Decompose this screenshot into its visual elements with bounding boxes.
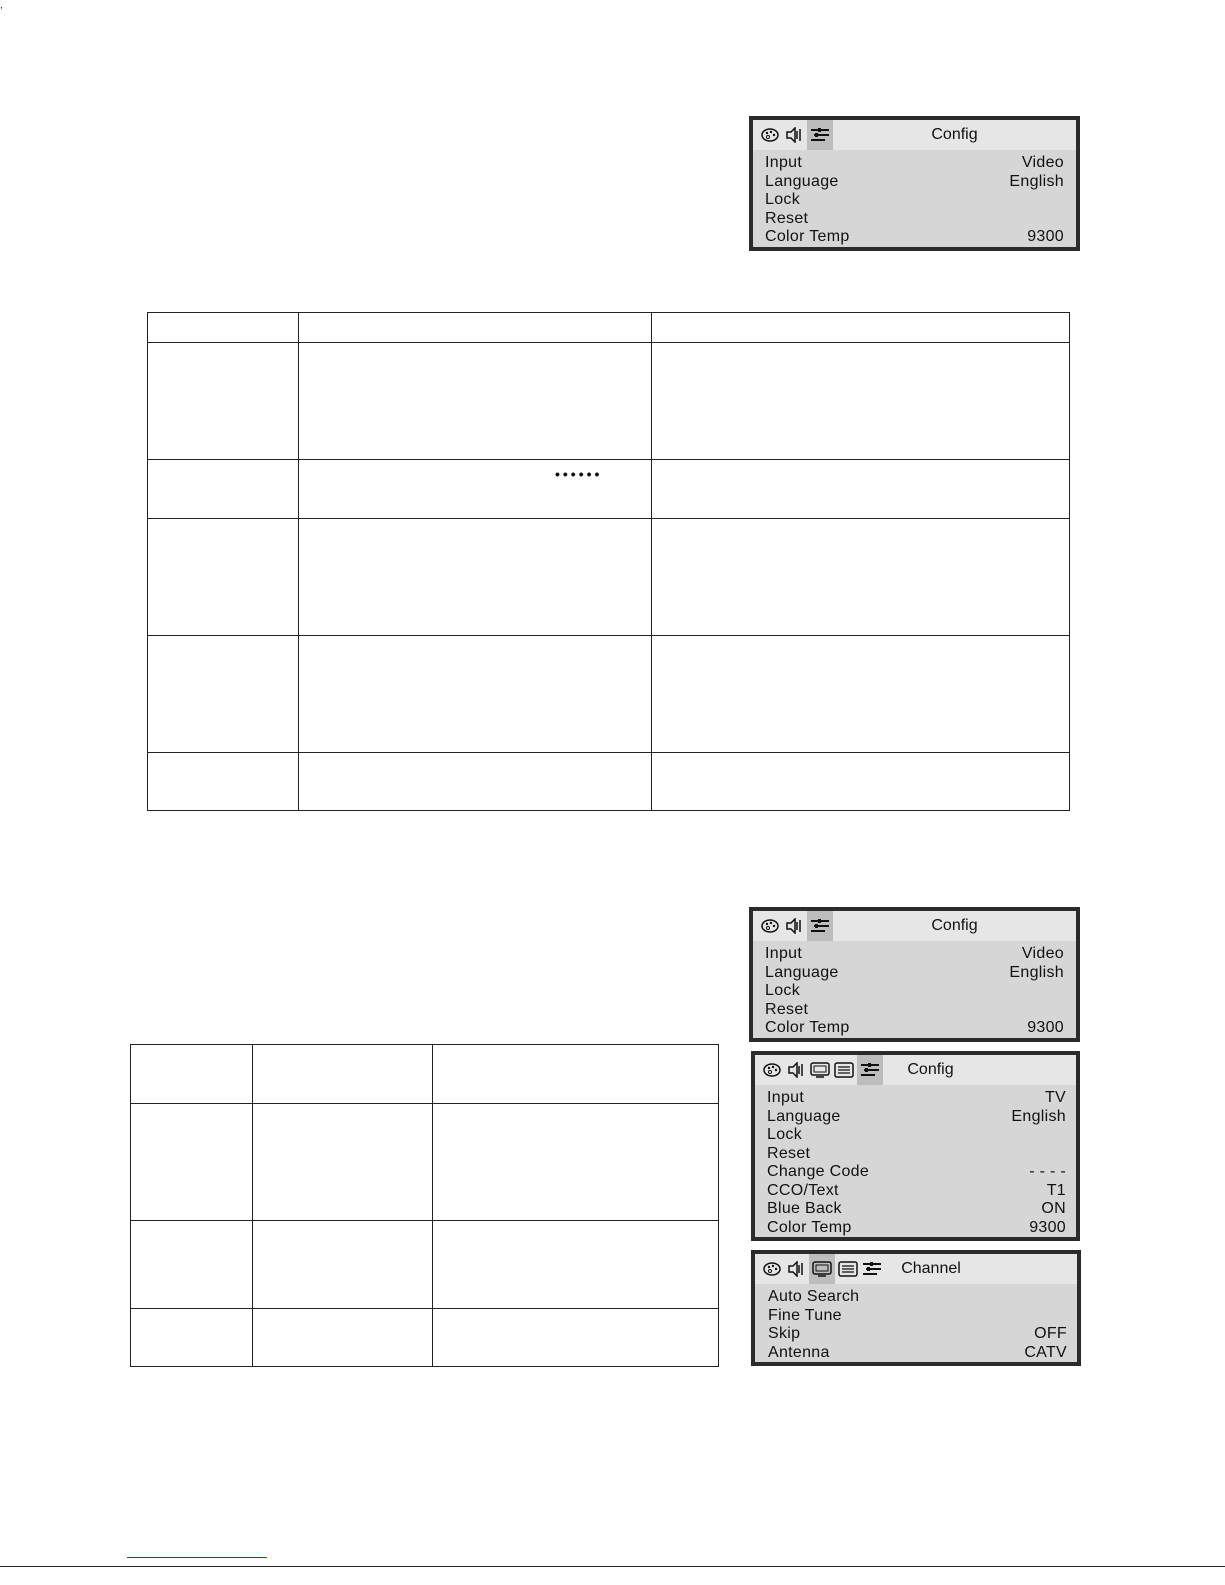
page-footer-rule [0,1566,1225,1567]
osd-config-panel-2 [749,907,1080,1042]
osd-row-language: Language English [765,963,1064,981]
osd-row-lock: Lock [765,982,800,999]
osd-title: Config [931,917,978,934]
settings-table-2 [130,1044,719,1367]
osd-config-tv-panel [751,1051,1080,1241]
osd-row-lock: Lock [767,1126,802,1143]
osd-title: Config [907,1061,954,1078]
settings-table-1 [147,312,1070,811]
osd-row-input: Input Video [765,945,1064,962]
table-row [148,636,1070,753]
osd-channel-panel [751,1250,1081,1366]
osd-row-auto-search: Auto Search [768,1288,860,1305]
osd-config-panel-1 [749,116,1080,251]
osd-row-input: Input TV [767,1089,1066,1106]
osd-row-antenna: Antenna CATV [768,1343,1067,1361]
osd-row-reset: Reset [765,209,809,227]
osd-row-input: Input Video [765,154,1064,171]
osd-row-reset: Reset [765,1000,809,1018]
table-row [148,753,1070,811]
osd-row-skip: Skip OFF [768,1325,1067,1342]
table-header-row [131,1045,719,1104]
osd-title: Config [931,126,978,143]
osd-row-color-temp: Color Temp 9300 [765,1019,1064,1036]
osd-row-fine-tune: Fine Tune [768,1306,842,1324]
table-row [148,519,1070,636]
osd-row-lock: Lock [765,191,800,208]
table-row [131,1104,719,1221]
table-row [148,460,1070,519]
osd-title: Channel [901,1260,961,1277]
corner-mark: , [0,0,3,11]
table-header-row [148,313,1070,343]
osd-header [753,120,1076,150]
osd-row-cco-text: CCO/Text T1 [767,1181,1066,1199]
table-row [131,1221,719,1309]
link-underline [127,1557,267,1558]
osd-row-blue-back: Blue Back ON [767,1200,1066,1217]
osd-header [755,1055,1076,1085]
osd-header [753,911,1076,941]
osd-header [755,1254,1077,1284]
osd-row-change-code: Change Code - - - - [767,1163,1066,1180]
password-dots: •••••• [555,466,603,482]
osd-row-reset: Reset [767,1144,811,1162]
osd-row-language: Language English [765,172,1064,190]
osd-row-language: Language English [767,1107,1066,1125]
table-row [131,1309,719,1367]
osd-row-color-temp: Color Temp 9300 [765,228,1064,245]
osd-row-color-temp: Color Temp 9300 [767,1218,1066,1236]
table-row [148,343,1070,460]
